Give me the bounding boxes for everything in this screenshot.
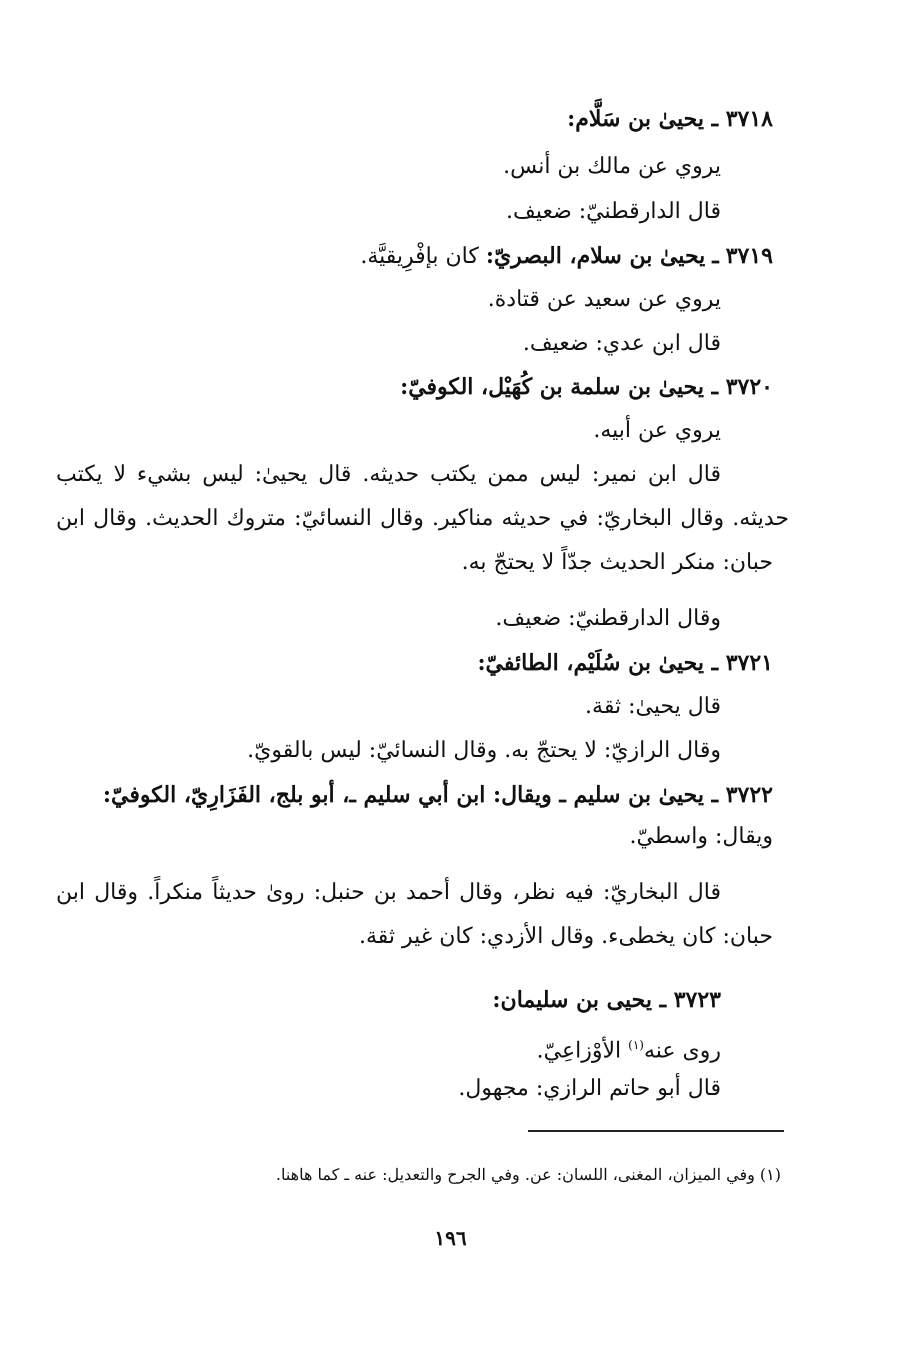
entry-3721-line-2: وقال الرازيّ: لا يحتجّ به. وقال النسائيّ: ليس بالقويّ. xyxy=(247,738,721,763)
entry-3720-line-1: يروي عن أبيه. xyxy=(593,418,721,443)
entry-3721-heading: ٣٧٢١ ـ يحيىٰ بن سُلَيْم، الطائفيّ: xyxy=(477,650,773,676)
entry-3723-line-1-rest: الأوْزاعِيّ. xyxy=(536,1038,629,1064)
entry-3719-line-1: يروي عن سعيد عن قتادة. xyxy=(487,287,721,312)
entry-3718-heading: ٣٧١٨ ـ يحيىٰ بن سَلَّام: xyxy=(567,106,773,132)
entry-3723-heading: ٣٧٢٣ ـ يحيى بن سليمان: xyxy=(492,987,721,1013)
entry-number: ٣٧٢٠ xyxy=(725,374,773,400)
entry-name: يحيىٰ بن سليم ـ ويقال: ابن أبي سليم ـ، أبو بلج، الفَزَارِيّ، الكوفيّ: xyxy=(102,782,704,808)
entry-number: ٣٧١٩ xyxy=(725,243,773,269)
entry-number: ٣٧١٨ xyxy=(725,106,773,132)
entry-name: يحيىٰ بن سلام، البصريّ: xyxy=(485,243,706,269)
entry-3720-para-3: حبان: منكر الحديث جدّاً لا يحتجّ به. xyxy=(461,550,773,575)
entry-3720-para-2: حديثه. وقال البخاريّ: في حديثه مناكير. وقال النسائيّ: متروك الحديث. وقال ابن xyxy=(56,506,789,531)
entry-3723-line-2: قال أبو حاتم الرازي: مجهول. xyxy=(458,1076,721,1101)
entry-3719-line-2: قال ابن عدي: ضعيف. xyxy=(522,331,721,356)
entry-3720-heading: ٣٧٢٠ ـ يحيىٰ بن سلمة بن كُهَيْل، الكوفيّ: xyxy=(400,374,773,400)
entry-name: يحيىٰ بن سُلَيْم، الطائفيّ: xyxy=(477,650,704,676)
entry-name-rest: كان بإفْرِيقيَّة. xyxy=(360,244,479,269)
entry-number: ٣٧٢٣ xyxy=(673,987,721,1013)
entry-number: ٣٧٢٢ xyxy=(725,782,773,808)
entry-3718-line-1: يروي عن مالك بن أنس. xyxy=(503,154,721,179)
entry-3720-para-1: قال ابن نمير: ليس ممن يكتب حديثه. قال يحيىٰ: ليس بشيء لا يكتب xyxy=(56,462,721,487)
entry-3718-line-2: قال الدارقطنيّ: ضعيف. xyxy=(506,199,721,224)
entry-3722-para-2: حبان: كان يخطىء. وقال الأزدي: كان غير ثقة. xyxy=(358,924,773,949)
entry-name: يحيىٰ بن سَلَّام: xyxy=(567,106,704,132)
footnote-rule xyxy=(528,1130,784,1132)
entry-3723-line-1-text: روى عنه xyxy=(643,1038,721,1064)
page-number: ١٩٦ xyxy=(434,1226,467,1250)
entry-name: يحيىٰ بن سلمة بن كُهَيْل، الكوفيّ: xyxy=(400,374,704,400)
footnote-marker: (١) xyxy=(628,1038,644,1052)
entry-number: ٣٧٢١ xyxy=(725,650,773,676)
footnote: (١) وفي الميزان، المغنى، اللسان: عن. وفي الجرح والتعديل: عنه ـ كما هاهنا. xyxy=(275,1165,781,1184)
entry-3721-line-1: قال يحيىٰ: ثقة. xyxy=(585,694,721,719)
entry-name: يحيى بن سليمان: xyxy=(492,987,652,1013)
entry-3723-line-1 xyxy=(537,1030,721,1066)
entry-3720-after: وقال الدارقطنيّ: ضعيف. xyxy=(495,606,721,631)
entry-3719-heading: ٣٧١٩ ـ يحيىٰ بن سلام، البصريّ: كان بإفْرِيقيَّة. xyxy=(360,243,773,269)
entry-3722-heading: ٣٧٢٢ ـ يحيىٰ بن سليم ـ ويقال: ابن أبي سليم ـ، أبو بلج، الفَزَارِيّ، الكوفيّ: xyxy=(102,782,773,808)
entry-3722-para-1: قال البخاريّ: فيه نظر، وقال أحمد بن حنبل: روىٰ حديثاً منكراً. وقال ابن xyxy=(56,880,721,905)
entry-3722-subline: ويقال: واسطيّ. xyxy=(629,824,773,849)
